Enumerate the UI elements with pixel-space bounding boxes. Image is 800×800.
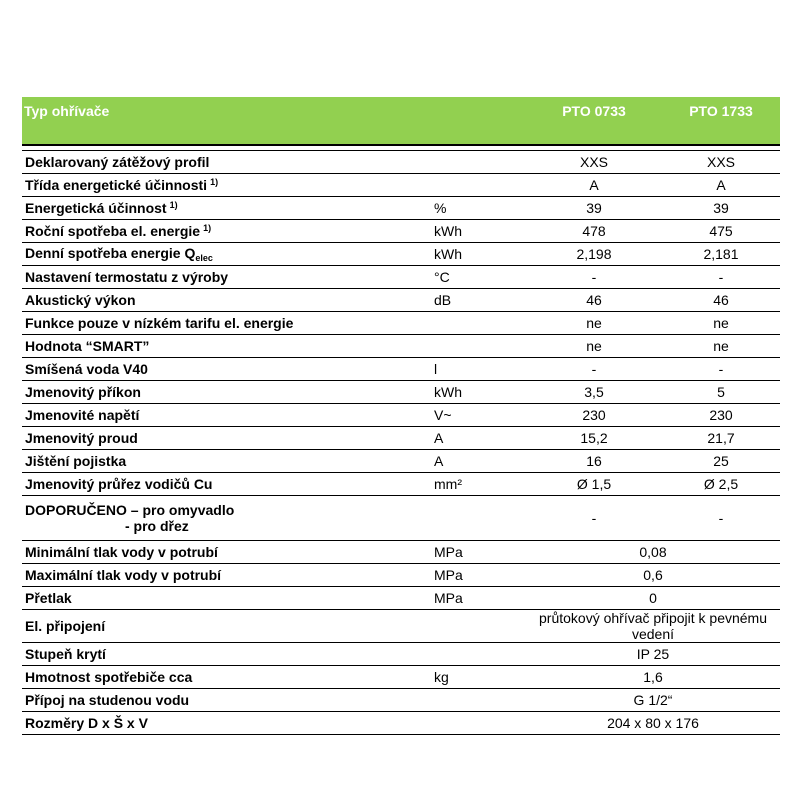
row-unit xyxy=(414,643,526,666)
row-label-text: Jmenovitý příkon xyxy=(25,384,141,400)
table-row-shared xyxy=(22,666,780,689)
row-unit: kWh xyxy=(414,220,526,243)
row-value-model-1: ne xyxy=(526,312,662,335)
header-unit-cell xyxy=(414,97,526,145)
row-unit: kWh xyxy=(414,381,526,404)
row-unit: l xyxy=(414,358,526,381)
row-label xyxy=(22,335,414,358)
table-row xyxy=(22,381,780,404)
row-label-text: Smíšená voda V40 xyxy=(25,361,148,377)
row-unit: % xyxy=(414,197,526,220)
row-unit: MPa xyxy=(414,564,526,587)
row-value-model-1: XXS xyxy=(526,151,662,174)
recommended-line-2: - pro dřez xyxy=(125,518,189,534)
row-label xyxy=(22,312,414,335)
table-row-shared xyxy=(22,643,780,666)
row-value-shared: 0,08 xyxy=(526,541,780,564)
table-row xyxy=(22,404,780,427)
row-label-text: Jištění pojistka xyxy=(25,453,127,469)
row-value-model-2: ne xyxy=(662,312,780,335)
row-label-text: Energetická účinnost xyxy=(25,200,167,216)
row-value-model-1: 478 xyxy=(526,220,662,243)
row-unit xyxy=(414,712,526,735)
row-label-text: Akustický výkon xyxy=(25,292,136,308)
row-value-model-2: 39 xyxy=(662,197,780,220)
header-type-label: Typ ohřívače xyxy=(22,97,414,145)
recommended-label xyxy=(22,496,414,541)
row-value-shared: G 1/2“ xyxy=(526,689,780,712)
row-label-text: Funkce pouze v nízkém tarifu el. energie xyxy=(25,315,294,331)
table-row xyxy=(22,289,780,312)
row-value-model-2: 46 xyxy=(662,289,780,312)
row-label xyxy=(22,404,414,427)
row-value-model-1: 39 xyxy=(526,197,662,220)
row-label-text: Roční spotřeba el. energie xyxy=(25,223,201,239)
table-row-shared xyxy=(22,541,780,564)
row-value-shared: 0,6 xyxy=(526,564,780,587)
row-unit: °C xyxy=(414,266,526,289)
table-row xyxy=(22,312,780,335)
table-row xyxy=(22,174,780,197)
row-value-model-2: A xyxy=(662,174,780,197)
row-label: Přípoj na studenou vodu xyxy=(22,689,414,712)
row-label: Maximální tlak vody v potrubí xyxy=(22,564,414,587)
table-row xyxy=(22,197,780,220)
table-row xyxy=(22,335,780,358)
row-label-text: Deklarovaný zátěžový profil xyxy=(25,154,210,170)
row-label xyxy=(22,220,414,243)
recommended-value-model-1: - xyxy=(526,496,662,541)
row-value-shared: 1,6 xyxy=(526,666,780,689)
header-model-2: PTO 1733 xyxy=(662,97,780,145)
row-unit: dB xyxy=(414,289,526,312)
row-label-text: Nastavení termostatu z výroby xyxy=(25,269,229,285)
row-label xyxy=(22,381,414,404)
row-value-model-1: Ø 1,5 xyxy=(526,473,662,496)
row-label: El. připojení xyxy=(22,610,414,643)
row-value-model-1: A xyxy=(526,174,662,197)
row-value-shared: IP 25 xyxy=(526,643,780,666)
recommended-value-model-2: - xyxy=(662,496,780,541)
row-unit: mm² xyxy=(414,473,526,496)
row-label xyxy=(22,151,414,174)
row-value-model-2: Ø 2,5 xyxy=(662,473,780,496)
spec-table xyxy=(22,97,780,735)
row-unit xyxy=(414,151,526,174)
row-unit: MPa xyxy=(414,587,526,610)
row-label xyxy=(22,174,414,197)
row-label xyxy=(22,266,414,289)
row-unit: V~ xyxy=(414,404,526,427)
header-row xyxy=(22,97,780,145)
row-value-model-2: 230 xyxy=(662,404,780,427)
row-value-model-2: - xyxy=(662,358,780,381)
row-value-model-1: 3,5 xyxy=(526,381,662,404)
row-value-shared: 0 xyxy=(526,587,780,610)
row-label: Rozměry D x Š x V xyxy=(22,712,414,735)
table-row xyxy=(22,266,780,289)
row-unit xyxy=(414,335,526,358)
row-label-text: Jmenovité napětí xyxy=(25,407,140,423)
row-value-model-2: - xyxy=(662,266,780,289)
table-row xyxy=(22,220,780,243)
row-unit: MPa xyxy=(414,541,526,564)
table-row-shared xyxy=(22,564,780,587)
row-value-model-2: 475 xyxy=(662,220,780,243)
table-row-shared xyxy=(22,587,780,610)
table-row-shared xyxy=(22,689,780,712)
row-unit xyxy=(414,689,526,712)
row-label-text: Hodnota “SMART” xyxy=(25,338,150,354)
row-label-footnote: 1) xyxy=(210,177,219,187)
row-value-model-1: 16 xyxy=(526,450,662,473)
row-value-model-1: 15,2 xyxy=(526,427,662,450)
row-label xyxy=(22,427,414,450)
recommended-row xyxy=(22,496,780,541)
row-value-model-2: 5 xyxy=(662,381,780,404)
row-value-model-2: 2,181 xyxy=(662,243,780,266)
recommended-unit xyxy=(414,496,526,541)
recommended-line-1: DOPORUČENO – pro omyvadlo xyxy=(25,502,235,518)
row-value-model-2: XXS xyxy=(662,151,780,174)
row-value-model-1: 2,198 xyxy=(526,243,662,266)
header-model-1: PTO 0733 xyxy=(526,97,662,145)
row-label: Přetlak xyxy=(22,587,414,610)
row-value-model-1: - xyxy=(526,266,662,289)
table-row xyxy=(22,243,780,266)
row-value-model-1: 230 xyxy=(526,404,662,427)
row-label xyxy=(22,243,414,266)
table-row-shared xyxy=(22,610,780,643)
row-value-shared: průtokový ohřívač připojit k pevnému vedení xyxy=(526,610,780,643)
row-unit: kg xyxy=(414,666,526,689)
row-unit: A xyxy=(414,427,526,450)
row-label xyxy=(22,473,414,496)
row-label: Hmotnost spotřebiče cca xyxy=(22,666,414,689)
row-unit xyxy=(414,312,526,335)
row-label: Stupeň krytí xyxy=(22,643,414,666)
row-value-model-2: 21,7 xyxy=(662,427,780,450)
table-row xyxy=(22,427,780,450)
row-label xyxy=(22,289,414,312)
row-label xyxy=(22,450,414,473)
row-label xyxy=(22,358,414,381)
table-row xyxy=(22,473,780,496)
row-value-model-2: ne xyxy=(662,335,780,358)
row-label-subscript: elec xyxy=(195,253,213,263)
row-label-footnote: 1) xyxy=(203,223,212,233)
row-value-shared: 204 x 80 x 176 xyxy=(526,712,780,735)
table-row-shared xyxy=(22,712,780,735)
row-label-text: Jmenovitý průřez vodičů Cu xyxy=(25,476,213,492)
row-label-text: Třída energetické účinnosti xyxy=(25,177,208,193)
row-value-model-1: ne xyxy=(526,335,662,358)
row-label-text: Jmenovitý proud xyxy=(25,430,138,446)
row-label-text: Denní spotřeba energie Q xyxy=(25,245,196,261)
row-label xyxy=(22,197,414,220)
table-row xyxy=(22,151,780,174)
row-value-model-1: - xyxy=(526,358,662,381)
row-value-model-1: 46 xyxy=(526,289,662,312)
row-label-footnote: 1) xyxy=(169,200,178,210)
row-unit xyxy=(414,610,526,643)
row-unit: kWh xyxy=(414,243,526,266)
row-label: Minimální tlak vody v potrubí xyxy=(22,541,414,564)
row-unit: A xyxy=(414,450,526,473)
table-row xyxy=(22,450,780,473)
row-value-model-2: 25 xyxy=(662,450,780,473)
row-unit xyxy=(414,174,526,197)
table-row xyxy=(22,358,780,381)
